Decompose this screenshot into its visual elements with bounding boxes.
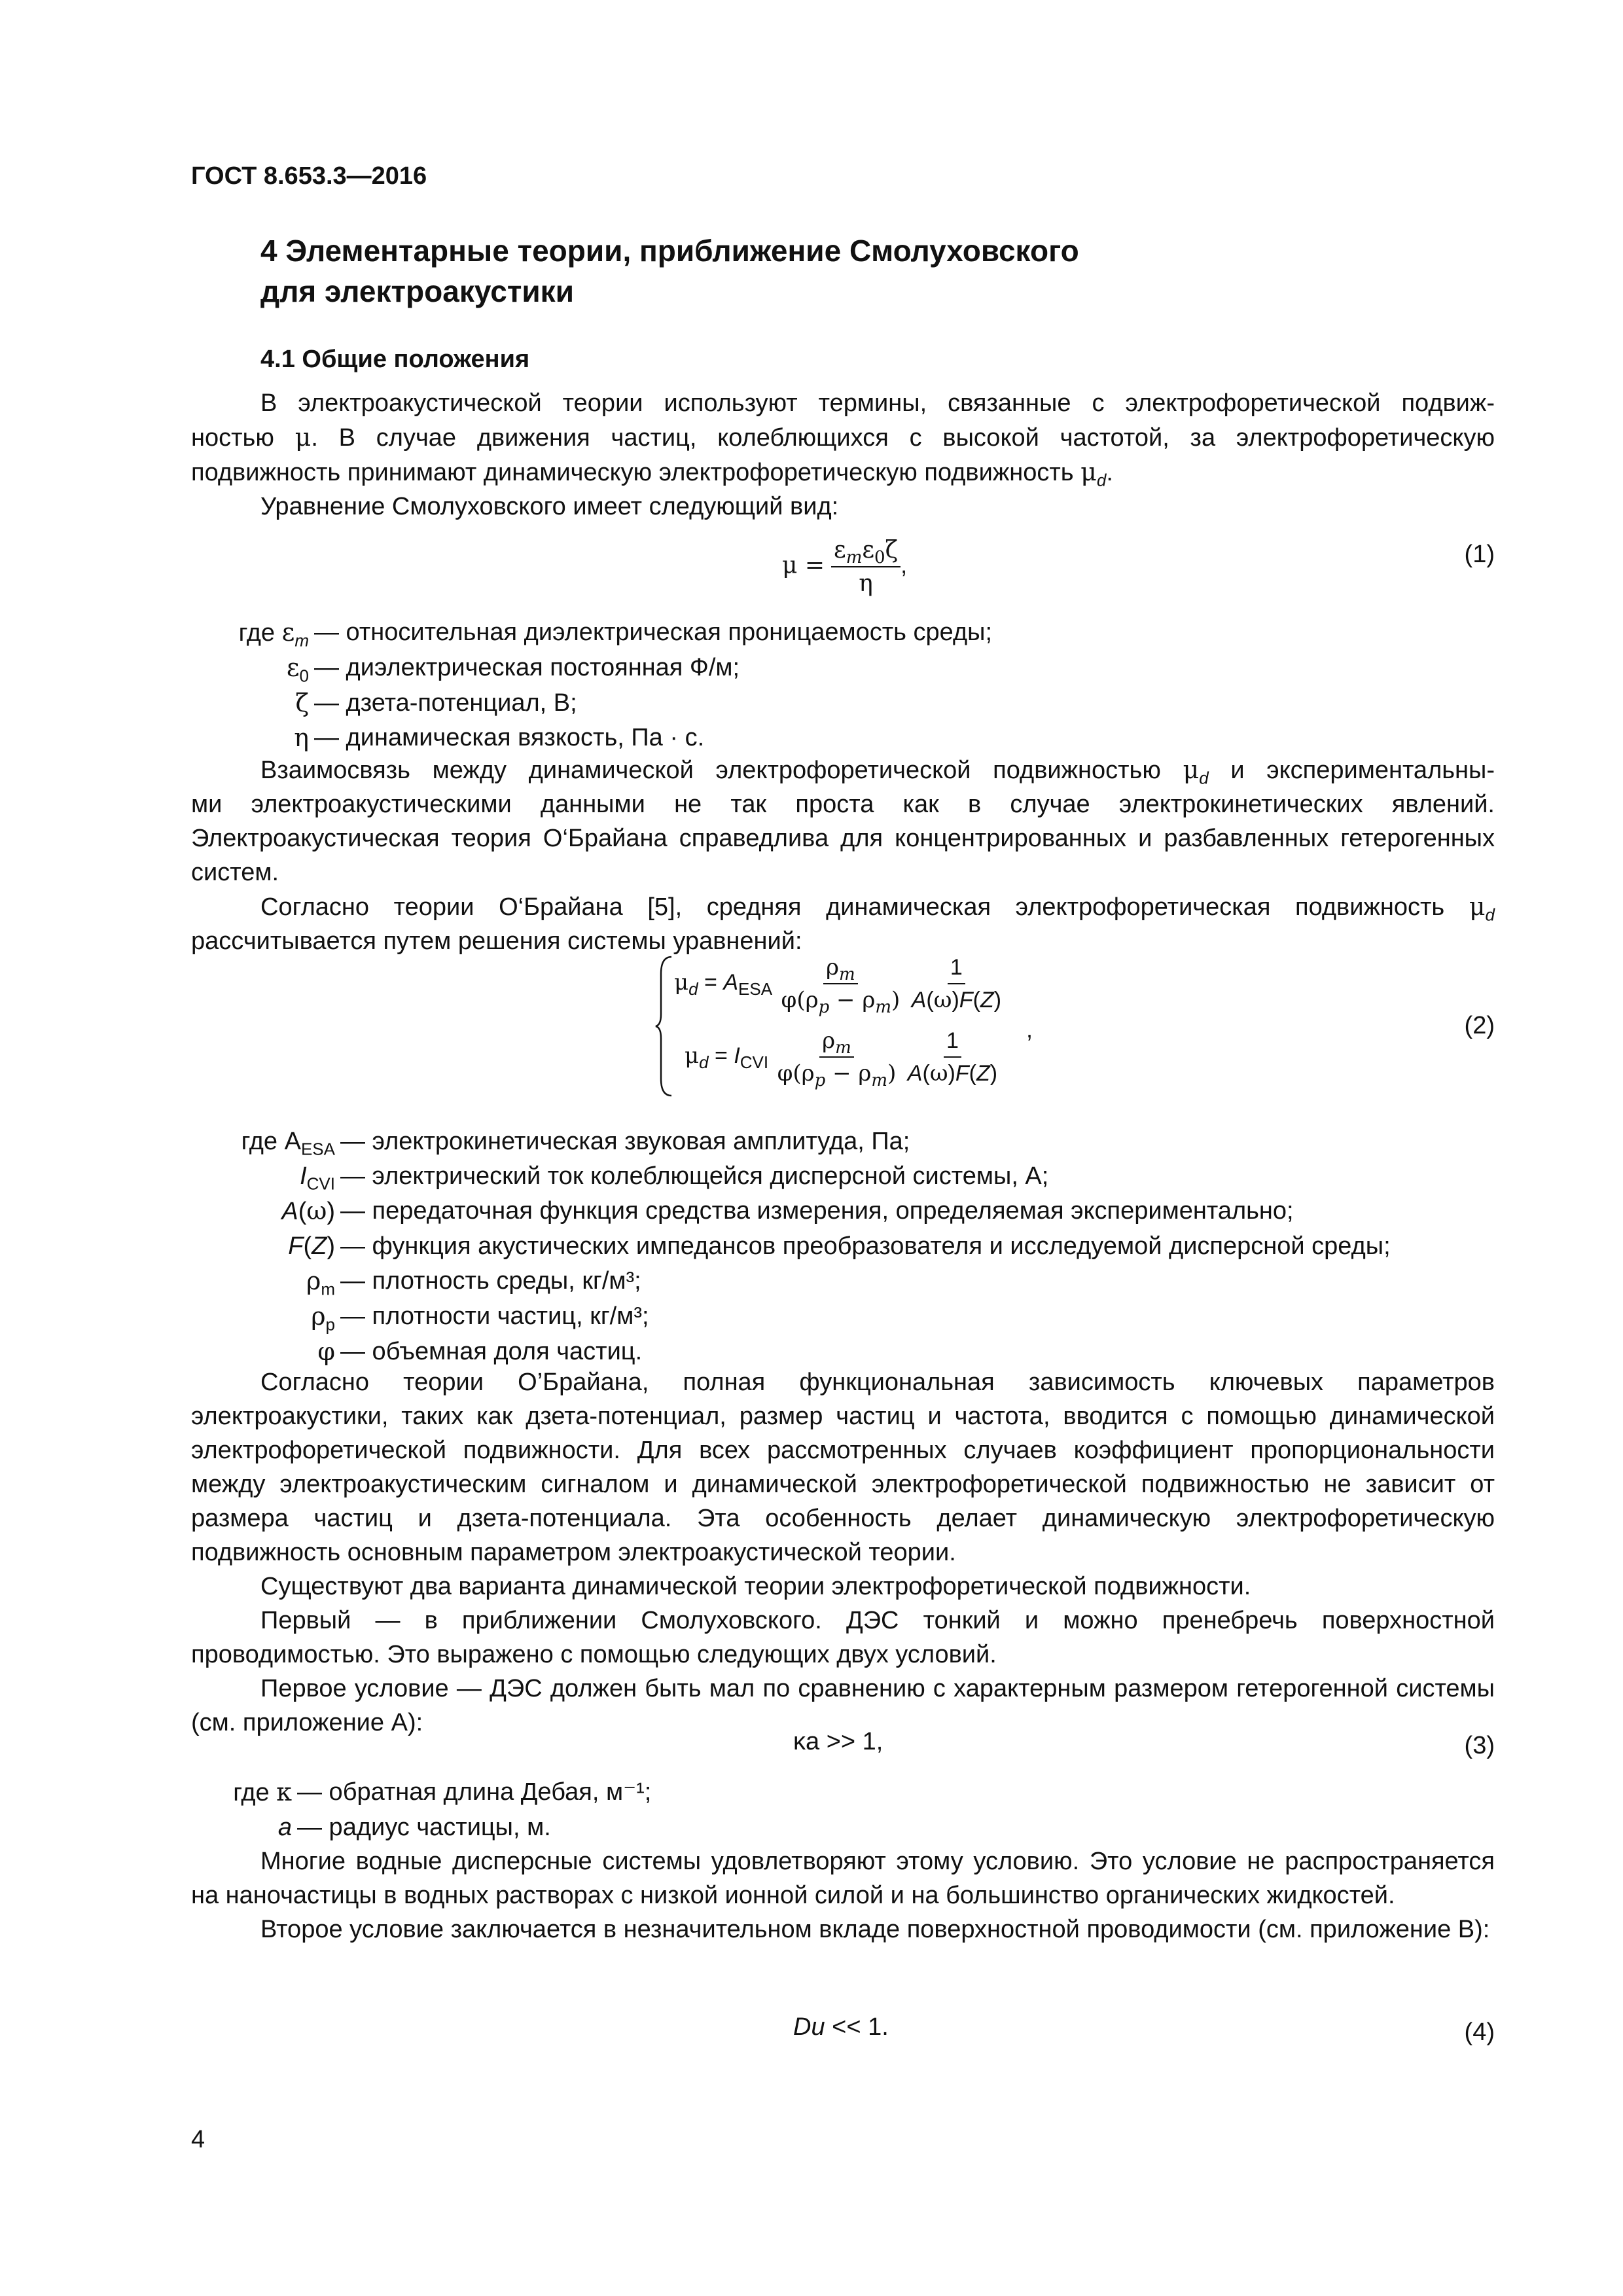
definition-row: F(Z) — функция акустических импедансов преобразователя и исследуемой дисперсной среды; — [288, 1232, 1391, 1260]
paragraph-1-line-1: В электроакустической теории используют термины, связанные с электрофоретической подвиж- — [260, 389, 1495, 417]
paragraph-5: Согласно теории О’Брайана, полная функциональная зависимость ключевых параметров электроакустики, таких как дзета-потенциал, размер частиц и частота, вводится с помощью динамической электрофоретической подвижности. Для всех рассмотренных случаев коэффициент пропорциональности между электроакустическим сигналом и динамической электрофоретической подвижностью не зависит от размера частиц и дзета-потенциала. Эта особенность делает динамическую электрофоретическую подвижность основным параметром электроакустической теории. — [191, 1369, 1495, 1566]
paragraph-3-line-1: Взаимосвязь между динамической электрофоретической подвижностью $\mu_d$ и экспериментальны- — [260, 755, 1495, 788]
paragraph-2: Уравнение Смолуховского имеет следующий вид: — [260, 493, 839, 520]
fraction: $\frac{1}{A(\omega)F(Z)}$ — [907, 1028, 998, 1086]
fraction: $\frac{1}{A(\omega)F(Z)}$ — [911, 954, 1002, 1013]
paragraph-6: Существуют два варианта динамической теории электрофоретической подвижности. — [260, 1573, 1251, 1600]
paragraph-10: Второе условие заключается в незначительном вкладе поверхностной проводимости (см. приложение В): — [260, 1916, 1490, 1943]
definition-row: $\rho_p$ — плотности частиц, кг/м³; — [311, 1302, 649, 1335]
paragraph-3: ми электроакустическими данными не так проста как в случае электрокинетических явлений. Электроакустическая теория О‘Брайана справедлива для концентрированных и разбавленных гетерогенных систем. — [191, 791, 1495, 886]
subsection-title: 4.1 Общие положения — [260, 346, 530, 373]
equation-2-number: (2) — [1464, 1012, 1495, 1039]
definition-row: A(ω) — передаточная функция средства измерения, определяемая экспериментально; — [281, 1196, 1294, 1225]
definition-row: η — динамическая вязкость, Па · с. — [294, 723, 705, 752]
equation-2 — [654, 954, 1073, 1098]
definition-row: a — радиус частицы, м. — [277, 1814, 551, 1841]
equation-2-line-2: $\mu_d = I_{CVI}$ $\frac{\rho_m}{\varphi(\rho_p - \rho_m)}$ $\frac{1}{A(\omega)F(Z)}$ — [685, 1028, 1000, 1086]
definition-row: $I_{CVI}$ — электрический ток колеблющейся дисперсной системы, А; — [300, 1162, 1049, 1194]
equation-3-definitions — [191, 1775, 651, 1845]
equation-2-comma: , — [1026, 1016, 1033, 1043]
equation-2-line-1: $\mu_d = A_{ESA}$ $\frac{\rho_m}{\varphi(\rho_p - \rho_m)}$ $\frac{1}{A(\omega)F(Z)}$ — [674, 954, 1004, 1013]
equation-4: Du << 1. — [793, 2013, 889, 2041]
equation-2-definitions — [191, 1124, 1391, 1369]
equation-1-fraction: $\frac{\varepsilon_m\varepsilon_0\zeta}{\eta}$ — [831, 537, 901, 597]
paragraph-4-line-1: Согласно теории О‘Брайана [5], средняя динамическая электрофоретическая подвижность $\mu_d$ — [260, 892, 1495, 925]
curly-brace — [654, 954, 674, 1098]
definition-row: $\rho_m$ — плотность среды, кг/м³; — [306, 1266, 641, 1299]
definition-row: ζ — дзета-потенциал, В; — [295, 689, 577, 717]
equation-1-number: (1) — [1464, 541, 1495, 568]
definition-row: где $\varepsilon_m$ — относительная диэлектрическая проницаемость среды; — [238, 618, 993, 651]
equation-3: κa >> 1, — [793, 1728, 883, 1755]
paragraph-4-line-2: рассчитывается путем решения системы уравнений: — [191, 927, 802, 955]
equation-1-definitions — [191, 615, 992, 755]
paragraph-1-line-3: подвижность принимают динамическую электрофоретическую подвижность $\mu_d$. — [191, 457, 1113, 490]
definition-row: где κ — обратная длина Дебая, м⁻¹; — [233, 1778, 652, 1806]
paragraph-9: Многие водные дисперсные системы удовлетворяют этому условию. Это условие не распространяется на наночастицы в водных растворах с низкой ионной силой и на большинство органических жидкостей. — [191, 1848, 1495, 1909]
section-title — [260, 230, 1242, 312]
fraction: $\frac{\rho_m}{\varphi(\rho_p - \rho_m)}$ — [781, 954, 901, 1017]
definition-row: φ — объемная доля частиц. — [317, 1337, 643, 1366]
definition-row: где $A_{ESA}$ — электрокинетическая звуковая амплитуда, Па; — [241, 1128, 910, 1159]
equation-1: μ = $\frac{\varepsilon_m\varepsilon_0\zeta}{\eta}$ , — [782, 537, 908, 597]
intro-block — [191, 386, 1495, 524]
document-header: ГОСТ 8.653.3—2016 — [191, 162, 427, 190]
section-title-line-2: для электроакустики — [260, 274, 574, 308]
paragraph-block-2 — [191, 753, 1495, 958]
paragraph-block-3 — [191, 1365, 1495, 1740]
fraction: $\frac{\rho_m}{\varphi(\rho_p - \rho_m)}$ — [777, 1028, 897, 1090]
section-title-line-1: 4 Элементарные теории, приближение Смолуховского — [260, 234, 1079, 268]
equation-3-number: (3) — [1464, 1732, 1495, 1759]
paragraph-block-4 — [191, 1844, 1495, 1946]
paragraph-7: Первый — в приближении Смолуховского. ДЭС тонкий и можно пренебречь поверхностной проводимостью. Это выражено с помощью следующих двух условий. — [191, 1607, 1495, 1668]
equation-4-number: (4) — [1464, 2018, 1495, 2046]
definition-row: $\varepsilon_0$ — диэлектрическая постоянная Ф/м; — [286, 653, 740, 686]
paragraph-8: Первое условие — ДЭС должен быть мал по сравнению с характерным размером гетерогенной системы (см. приложение А): — [191, 1675, 1495, 1736]
paragraph-1-line-2: ностью μ. В случае движения частиц, колеблющихся с высокой частотой, за электрофоретическую — [191, 423, 1495, 452]
page-number: 4 — [191, 2126, 205, 2153]
